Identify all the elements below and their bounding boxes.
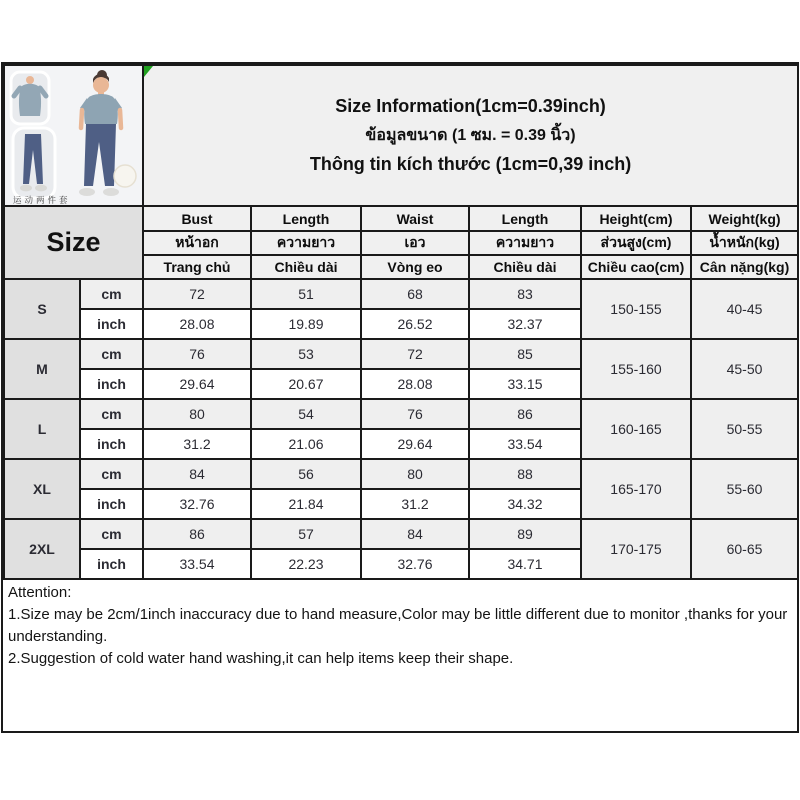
col-header-length2-vi: Chiều dài — [469, 255, 581, 279]
size-label-l: L — [4, 399, 80, 459]
col-header-bust-th: หน้าอก — [143, 231, 251, 255]
value-cell: 28.08 — [361, 369, 469, 399]
value-cell: 84 — [361, 519, 469, 549]
col-header-length2-th: ความยาว — [469, 231, 581, 255]
value-cell: 33.54 — [143, 549, 251, 579]
weight-range-m: 45-50 — [691, 339, 798, 399]
col-header-waist-en: Waist — [361, 206, 469, 231]
thumbnail-leggings — [13, 128, 55, 198]
value-cell: 21.84 — [251, 489, 361, 519]
title-thai: ข้อมูลขนาด (1 ซม. = 0.39 นิ้ว) — [365, 127, 576, 144]
value-cell: 22.23 — [251, 549, 361, 579]
col-header-bust-en: Bust — [143, 206, 251, 231]
weight-range-l: 50-55 — [691, 399, 798, 459]
size-chart-table — [3, 64, 799, 580]
value-cell: 85 — [469, 339, 581, 369]
unit-inch: inch — [80, 489, 143, 519]
value-cell: 33.15 — [469, 369, 581, 399]
title-cell — [143, 65, 798, 206]
col-header-weight-th: น้ำหนัก(kg) — [691, 231, 798, 255]
value-cell: 57 — [251, 519, 361, 549]
value-cell: 89 — [469, 519, 581, 549]
weight-range-s: 40-45 — [691, 279, 798, 339]
size-label-m: M — [4, 339, 80, 399]
value-cell: 28.08 — [143, 309, 251, 339]
value-cell: 83 — [469, 279, 581, 309]
unit-inch: inch — [80, 369, 143, 399]
value-cell: 19.89 — [251, 309, 361, 339]
col-header-waist-vi: Vòng eo — [361, 255, 469, 279]
product-photo-illustration — [5, 66, 140, 205]
unit-inch: inch — [80, 309, 143, 339]
weight-range-2xl: 60-65 — [691, 519, 798, 579]
height-range-m: 155-160 — [581, 339, 691, 399]
col-header-bust-vi: Trang chủ — [143, 255, 251, 279]
value-cell: 56 — [251, 459, 361, 489]
value-cell: 34.32 — [469, 489, 581, 519]
value-cell: 29.64 — [143, 369, 251, 399]
attention-note-2: 2.Suggestion of cold water hand washing,it can help items keep their shape. — [8, 650, 514, 667]
col-header-weight-vi: Cân nặng(kg) — [691, 255, 798, 279]
attention-notes — [3, 580, 797, 731]
thumbnail-top — [11, 72, 49, 124]
title-english: Size Information(1cm=0.39inch) — [335, 96, 606, 116]
weight-range-xl: 55-60 — [691, 459, 798, 519]
unit-inch: inch — [80, 429, 143, 459]
attention-title: Attention: — [8, 584, 72, 601]
value-cell: 88 — [469, 459, 581, 489]
size-header: Size — [4, 206, 143, 279]
col-header-height-en: Height(cm) — [581, 206, 691, 231]
height-range-2xl: 170-175 — [581, 519, 691, 579]
col-header-weight-en: Weight(kg) — [691, 206, 798, 231]
height-range-s: 150-155 — [581, 279, 691, 339]
height-range-xl: 165-170 — [581, 459, 691, 519]
value-cell: 54 — [251, 399, 361, 429]
value-cell: 32.76 — [361, 549, 469, 579]
col-header-length-en: Length — [251, 206, 361, 231]
col-header-waist-th: เอว — [361, 231, 469, 255]
value-cell: 76 — [143, 339, 251, 369]
value-cell: 21.06 — [251, 429, 361, 459]
unit-cm: cm — [80, 519, 143, 549]
value-cell: 80 — [361, 459, 469, 489]
ball-prop — [114, 165, 136, 187]
value-cell: 32.37 — [469, 309, 581, 339]
row-2xl-cm — [4, 519, 798, 549]
value-cell: 53 — [251, 339, 361, 369]
unit-inch: inch — [80, 549, 143, 579]
value-cell: 31.2 — [361, 489, 469, 519]
size-label-xl: XL — [4, 459, 80, 519]
unit-cm: cm — [80, 339, 143, 369]
row-xl-cm — [4, 459, 798, 489]
attention-note-1: 1.Size may be 2cm/1inch inaccuracy due to hand measure,Color may be little different due to monitor ,thanks for your understanding. — [8, 606, 788, 645]
row-m-cm — [4, 339, 798, 369]
value-cell: 33.54 — [469, 429, 581, 459]
col-header-height-th: ส่วนสูง(cm) — [581, 231, 691, 255]
photo-caption: 运动两件套 — [13, 195, 71, 205]
product-photo — [4, 65, 143, 206]
value-cell: 31.2 — [143, 429, 251, 459]
row-s-cm — [4, 279, 798, 309]
unit-cm: cm — [80, 399, 143, 429]
value-cell: 20.67 — [251, 369, 361, 399]
value-cell: 76 — [361, 399, 469, 429]
value-cell: 68 — [361, 279, 469, 309]
value-cell: 72 — [361, 339, 469, 369]
row-l-cm — [4, 399, 798, 429]
value-cell: 84 — [143, 459, 251, 489]
value-cell: 29.64 — [361, 429, 469, 459]
value-cell: 72 — [143, 279, 251, 309]
col-header-length-th: ความยาว — [251, 231, 361, 255]
size-info-sheet — [1, 62, 799, 733]
title-vietnamese: Thông tin kích thước (1cm=0,39 inch) — [309, 154, 632, 174]
unit-cm: cm — [80, 459, 143, 489]
col-header-length2-en: Length — [469, 206, 581, 231]
col-header-length-vi: Chiều dài — [251, 255, 361, 279]
col-header-height-vi: Chiều cao(cm) — [581, 255, 691, 279]
size-label-2xl: 2XL — [4, 519, 80, 579]
size-label-s: S — [4, 279, 80, 339]
value-cell: 51 — [251, 279, 361, 309]
value-cell: 86 — [143, 519, 251, 549]
value-cell: 32.76 — [143, 489, 251, 519]
height-range-l: 160-165 — [581, 399, 691, 459]
value-cell: 34.71 — [469, 549, 581, 579]
value-cell: 80 — [143, 399, 251, 429]
unit-cm: cm — [80, 279, 143, 309]
value-cell: 26.52 — [361, 309, 469, 339]
green-corner-marker — [144, 66, 153, 77]
value-cell: 86 — [469, 399, 581, 429]
